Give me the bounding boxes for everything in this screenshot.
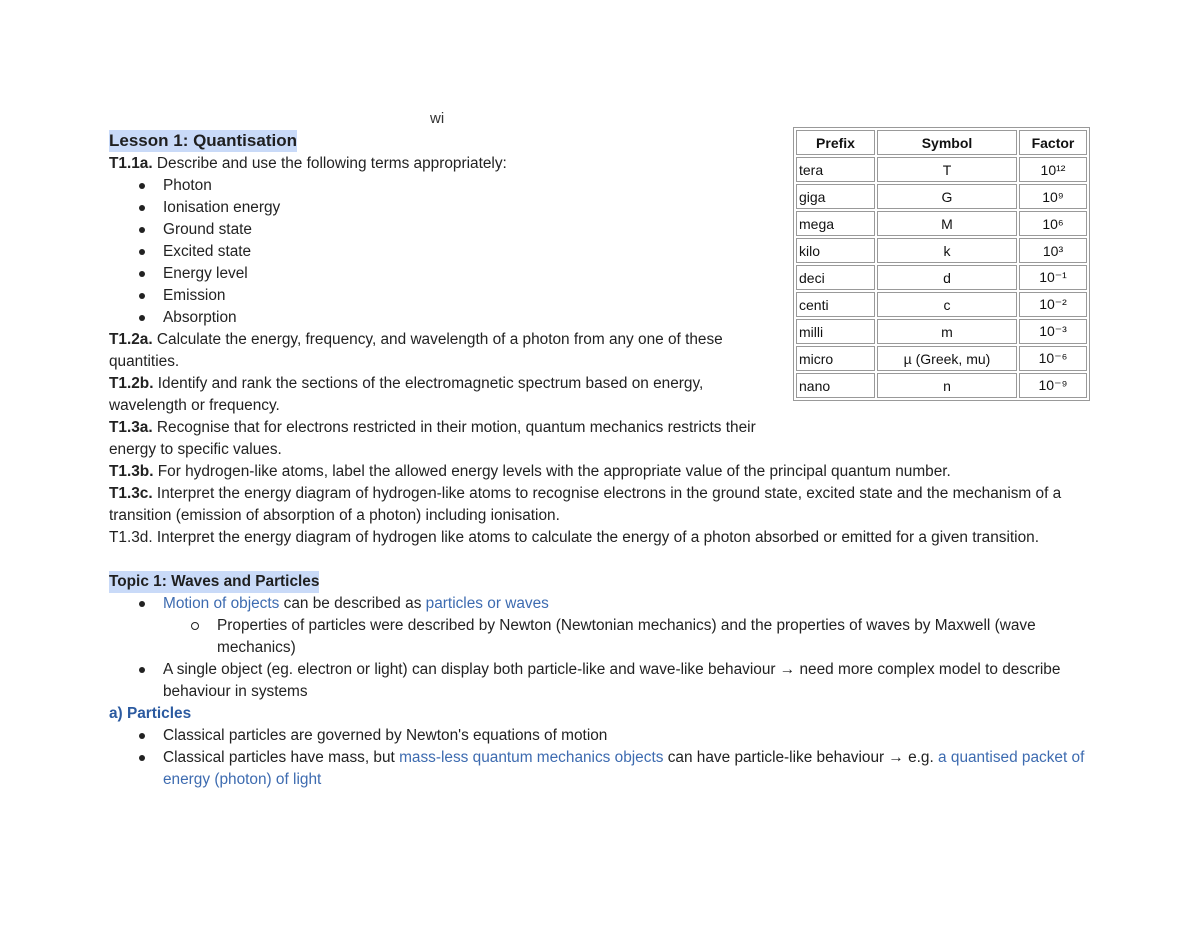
factor-cell: 10⁻⁹ xyxy=(1019,373,1087,398)
objective-code: T1.2a. xyxy=(109,331,153,348)
objective-text: Identify and rank the sections of the electromagnetic spectrum based on energy, wavelength or frequency. xyxy=(109,375,704,414)
table-row xyxy=(796,346,1087,371)
symbol-cell: T xyxy=(877,157,1017,182)
plain-text: can have particle-like behaviour → e.g. xyxy=(663,749,939,766)
factor-cell: 10⁶ xyxy=(1019,211,1087,236)
column-header: Symbol xyxy=(877,130,1017,155)
prefix-cell: mega xyxy=(796,211,875,236)
topic-heading-line xyxy=(109,571,1099,593)
highlight-text: a quantised packet of energy (photon) of light xyxy=(163,749,1085,788)
spacer xyxy=(109,549,1099,571)
table-header-row xyxy=(796,130,1087,155)
topic-list xyxy=(109,593,1099,703)
plain-text: Classical particles have mass, but xyxy=(163,749,400,766)
prefix-cell: kilo xyxy=(796,238,875,263)
list-item: Excited state xyxy=(109,241,1099,263)
objective-t13a xyxy=(109,417,759,461)
objective-text: For hydrogen-like atoms, label the allowed energy levels with the appropriate value of the principal quantum number. xyxy=(153,463,951,480)
objective-t13b xyxy=(109,461,1099,483)
list-item: Energy level xyxy=(109,263,1099,285)
list-item xyxy=(109,593,1099,615)
symbol-cell: m xyxy=(877,319,1017,344)
table-row xyxy=(796,319,1087,344)
highlight-text: Motion of objects xyxy=(163,595,280,612)
particles-list xyxy=(109,725,1099,791)
column-header: Factor xyxy=(1019,130,1087,155)
factor-cell: 10⁻¹ xyxy=(1019,265,1087,290)
table-row xyxy=(796,265,1087,290)
prefix-cell: deci xyxy=(796,265,875,290)
table-row xyxy=(796,292,1087,317)
highlight-text: mass-less quantum mechanics objects xyxy=(399,749,664,766)
symbol-cell: µ (Greek, mu) xyxy=(877,346,1017,371)
prefix-cell: micro xyxy=(796,346,875,371)
prefix-cell: milli xyxy=(796,319,875,344)
lesson-title: Lesson 1: Quantisation xyxy=(109,131,297,150)
symbol-cell: d xyxy=(877,265,1017,290)
list-item: Classical particles are governed by Newton's equations of motion xyxy=(109,725,1099,747)
list-item: Absorption xyxy=(109,307,1099,329)
objective-code: T1.3c. xyxy=(109,485,153,502)
objective-text: Calculate the energy, frequency, and wavelength of a photon from any one of these quantities. xyxy=(109,331,723,370)
factor-cell: 10¹² xyxy=(1019,157,1087,182)
objective-text: Describe and use the following terms appropriately: xyxy=(152,155,507,172)
symbol-cell: G xyxy=(877,184,1017,209)
table-row xyxy=(796,238,1087,263)
factor-cell: 10³ xyxy=(1019,238,1087,263)
symbol-cell: k xyxy=(877,238,1017,263)
objective-t13d: T1.3d. Interpret the energy diagram of hydrogen like atoms to calculate the energy of a photon absorbed or emitted for a given transition. xyxy=(109,529,1039,546)
objective-code: T1.3b. xyxy=(109,463,154,480)
column-header: Prefix xyxy=(796,130,875,155)
objective-text: Recognise that for electrons restricted in their motion, quantum mechanics restricts their energy to specific values. xyxy=(109,419,756,458)
prefix-cell: giga xyxy=(796,184,875,209)
factor-cell: 10⁹ xyxy=(1019,184,1087,209)
symbol-cell: M xyxy=(877,211,1017,236)
symbol-cell: n xyxy=(877,373,1017,398)
list-item: Ionisation energy xyxy=(109,197,1099,219)
objective-code: T1.2b. xyxy=(109,375,154,392)
prefix-cell: centi xyxy=(796,292,875,317)
highlight-text: particles or waves xyxy=(425,595,549,612)
factor-cell: 10⁻⁶ xyxy=(1019,346,1087,371)
sub-list-item: Properties of particles were described by Newton (Newtonian mechanics) and the properties of waves by Maxwell (wave mechanics) xyxy=(109,615,1099,659)
header-mark: wi xyxy=(430,110,445,127)
topic-title: Topic 1: Waves and Particles xyxy=(109,571,319,593)
factor-cell: 10⁻² xyxy=(1019,292,1087,317)
symbol-cell: c xyxy=(877,292,1017,317)
objective-text: Interpret the energy diagram of hydrogen-like atoms to recognise electrons in the ground state, excited state and the mechanism of a transition (emission of absorption of a photon) including ionisation. xyxy=(109,485,1062,524)
objective-t12b xyxy=(109,373,759,417)
prefix-table xyxy=(793,127,1090,401)
prefix-cell: nano xyxy=(796,373,875,398)
objective-code: T1.1a. xyxy=(109,155,153,172)
list-item: Photon xyxy=(109,175,1099,197)
list-item: Emission xyxy=(109,285,1099,307)
particles-heading: a) Particles xyxy=(109,705,192,722)
table-row xyxy=(796,211,1087,236)
factor-cell: 10⁻³ xyxy=(1019,319,1087,344)
table-row xyxy=(796,184,1087,209)
list-item: A single object (eg. electron or light) can display both particle-like and wave-like behaviour → need more complex model to describe behaviour in systems xyxy=(109,659,1099,703)
list-item xyxy=(109,747,1099,791)
table-row xyxy=(796,373,1087,398)
plain-text: can be described as xyxy=(279,595,426,612)
prefix-cell: tera xyxy=(796,157,875,182)
objective-t13c xyxy=(109,483,1099,527)
list-item: Ground state xyxy=(109,219,1099,241)
objective-t12a xyxy=(109,329,759,373)
objective-code: T1.3a. xyxy=(109,419,153,436)
table-row xyxy=(796,157,1087,182)
